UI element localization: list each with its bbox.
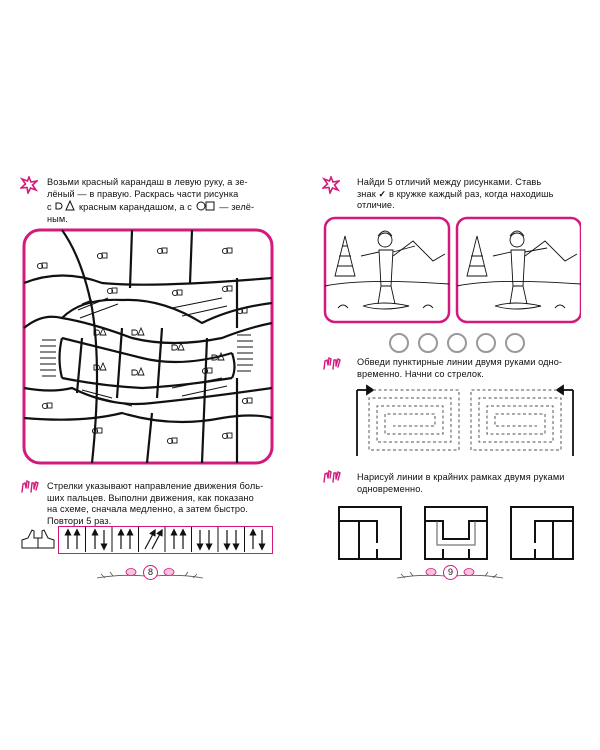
coloring-picture (22, 228, 274, 465)
spiral-tracing (347, 380, 582, 458)
left-task2-text (47, 481, 275, 527)
frame-middle (425, 507, 487, 559)
text-line: временно. Начни со стрелок. (357, 368, 484, 379)
arrows-table (58, 526, 273, 554)
text-fragment: знак (357, 188, 376, 199)
text-line: Стрелки указывают направление движения боль- (47, 481, 264, 491)
hands-icon (322, 470, 342, 484)
check-mark-icon: ✓ (378, 188, 387, 199)
frame-right (511, 507, 573, 559)
text-line: на схеме, сначала медленно, а затем быстро. (47, 504, 248, 515)
answer-circle[interactable] (447, 333, 467, 353)
text-fragment: — зелё- (219, 202, 255, 213)
right-task2-text (357, 357, 579, 380)
circle-triangle-icon (54, 200, 76, 211)
circle-square-icon (195, 200, 217, 211)
right-task1-text (357, 177, 579, 212)
star-burst-icon (20, 176, 38, 194)
text-line: Найди 5 отличий между рисунками. Ставь (357, 177, 542, 187)
text-line: ным. (47, 213, 68, 224)
text-line: отличие. (357, 200, 395, 211)
page-number: 8 (143, 565, 158, 580)
text-line: Повтори 5 раз. (47, 515, 112, 526)
text-fragment: с (47, 202, 52, 213)
text-fragment: красным карандашом, а с (79, 202, 192, 213)
text-line: одновременно. (357, 483, 424, 494)
answer-circle[interactable] (476, 333, 496, 353)
left-task1-text (47, 177, 279, 225)
text-line: Нарисуй линии в крайних рамках двумя руками (357, 472, 565, 482)
text-line: ших пальцев. Выполни движения, как показано (47, 492, 254, 503)
picture-left (325, 218, 449, 322)
text-line (357, 189, 579, 201)
answer-circle[interactable] (389, 333, 409, 353)
difference-pictures (323, 216, 581, 326)
right-task3-text (357, 472, 579, 495)
answer-circle[interactable] (505, 333, 525, 353)
picture-right (457, 218, 581, 322)
page-number: 9 (443, 565, 458, 580)
maze-frames (337, 505, 577, 561)
answer-circle[interactable] (418, 333, 438, 353)
hands-icon (20, 480, 40, 494)
frame-left (339, 507, 401, 559)
arrows-grid (59, 527, 271, 552)
hands-icon (322, 357, 342, 371)
star-burst-icon (322, 176, 340, 194)
text-fragment: в кружке каждый раз, когда находишь (388, 188, 554, 199)
text-line (47, 200, 279, 214)
thumbs-icon (20, 528, 56, 550)
text-line: Возьми красный карандаш в левую руку, а зе- (47, 177, 248, 187)
text-line: Обведи пунктирные линии двумя руками одно- (357, 357, 563, 367)
text-line: лёный — в правую. Раскрась части рисунка (47, 188, 239, 199)
